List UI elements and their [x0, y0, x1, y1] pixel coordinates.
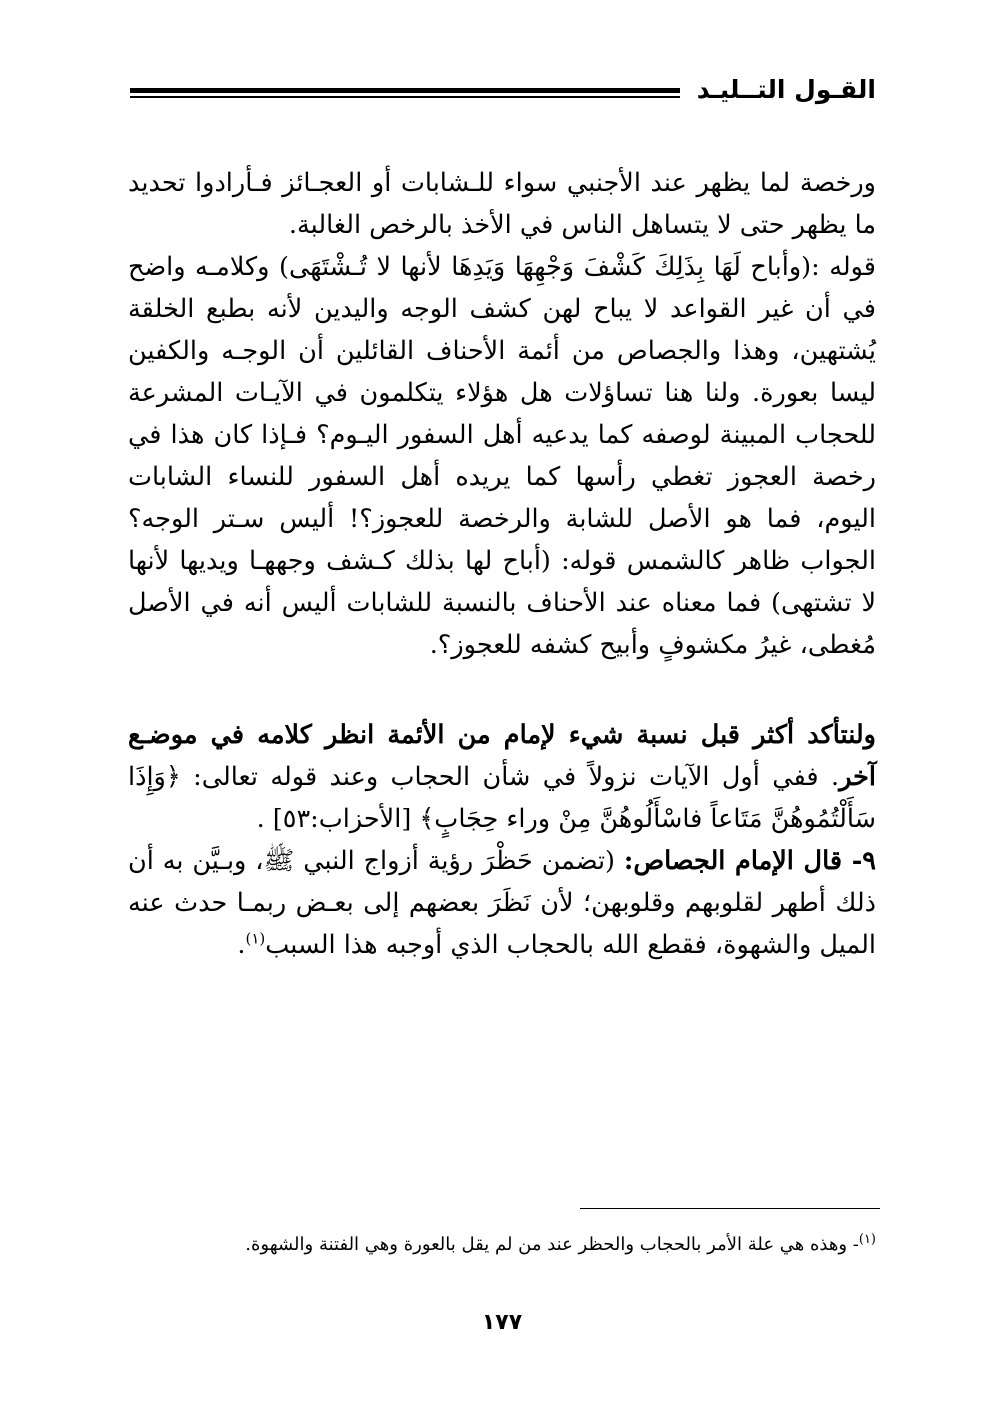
paragraph-4-bold-lead: ٩- قال الإمام الجصاص:	[623, 846, 876, 876]
paragraph-1: ورخصة لما يظهر عند الأجنبي سواء للـشابات أو العجـائز فـأرادوا تحديد ما يظهر حتى لا يتساهل الناس في الأخذ بالرخص الغالبة.	[128, 168, 876, 240]
paragraph-gap	[128, 666, 876, 714]
footnote	[116, 1225, 876, 1260]
page-number: ١٧٧	[481, 1310, 523, 1335]
paragraph-3-bold-lead: ولنتأكد أكثر قبل نسبة شيء لإمام من الأئمة انظر كلامه في موضـع آخر	[128, 720, 876, 792]
paragraph-4-text: (تضمن حَظْرَ رؤية أزواج النبي ﷺ، وبـيَّن به أن ذلك أطهر لقلوبهم وقلوبهن؛ لأن نَظَرَ بعضهم إلى بعـض ربمـا حدث عنه الميل والشهوة، فقطع الله بالحجاب الذي أوجبه هذا السبب	[128, 846, 876, 960]
footnote-separator	[580, 1208, 880, 1209]
footnote-reference: (١)	[245, 929, 266, 948]
footnote-marker: (١)	[858, 1232, 876, 1247]
footnote-text: - وهذه هي علة الأمر بالحجاب والحظر عند من لم يقل بالعورة وهي الفتنة والشهوة.	[245, 1234, 859, 1255]
body-text	[128, 162, 876, 966]
running-header-title: القـول التــليـد	[696, 75, 876, 104]
paragraph-4	[128, 840, 876, 966]
paragraph-4-end: .	[237, 930, 246, 960]
header-rule-thick	[130, 88, 680, 93]
paragraph-3	[128, 714, 876, 840]
paragraph-2: قوله :(وأباح لَهَا بِذَلِكَ كَشْفَ وَجْهِهَا وَيَدِهَا لأنها لا تُـشْتَهَى) وكلامـه واضح في أن غير القواعد لا يباح لهن كشف الوجه واليدين لأنه بطبع الخلقة يُشتهين، وهذا والجصاص من أئمة الأحناف القائلين أن الوجـه والكفين ليسا بعورة. ولنا هنا تساؤلات هل هؤلاء يتكلمون في الآيـات المشرعة للحجاب المبينة لوصفه كما يدعيه أهل السفور اليـوم؟ فـإذا كان هذا في رخصة العجوز تغطي رأسها كما يريده أهل السفور للنساء الشابات اليوم، فما هو الأصل للشابة والرخصة للعجوز؟! أليس سـتر الوجه؟ الجواب ظاهر كالشمس قوله: (أباح لها بذلك كـشف وجههـا ويديها لأنها لا تشتهى) فما معناه عند الأحناف بالنسبة للشابات أليس أنه في الأصل مُغطى، غيرُ مكشوفٍ وأبيح كشفه للعجوز؟.	[128, 252, 876, 660]
header-rule-thin	[130, 96, 680, 98]
paragraph-3-text: . ففي أول الآيات نزولاً في شأن الحجاب وعند قوله تعالى: ﴿وَإِذَا سَأَلْتُمُوهُنَّ مَتَاعاً فاسْأَلُوهُنَّ مِنْ وراء حِجَابٍ﴾ [الأحزاب:٥٣] .	[128, 762, 876, 834]
